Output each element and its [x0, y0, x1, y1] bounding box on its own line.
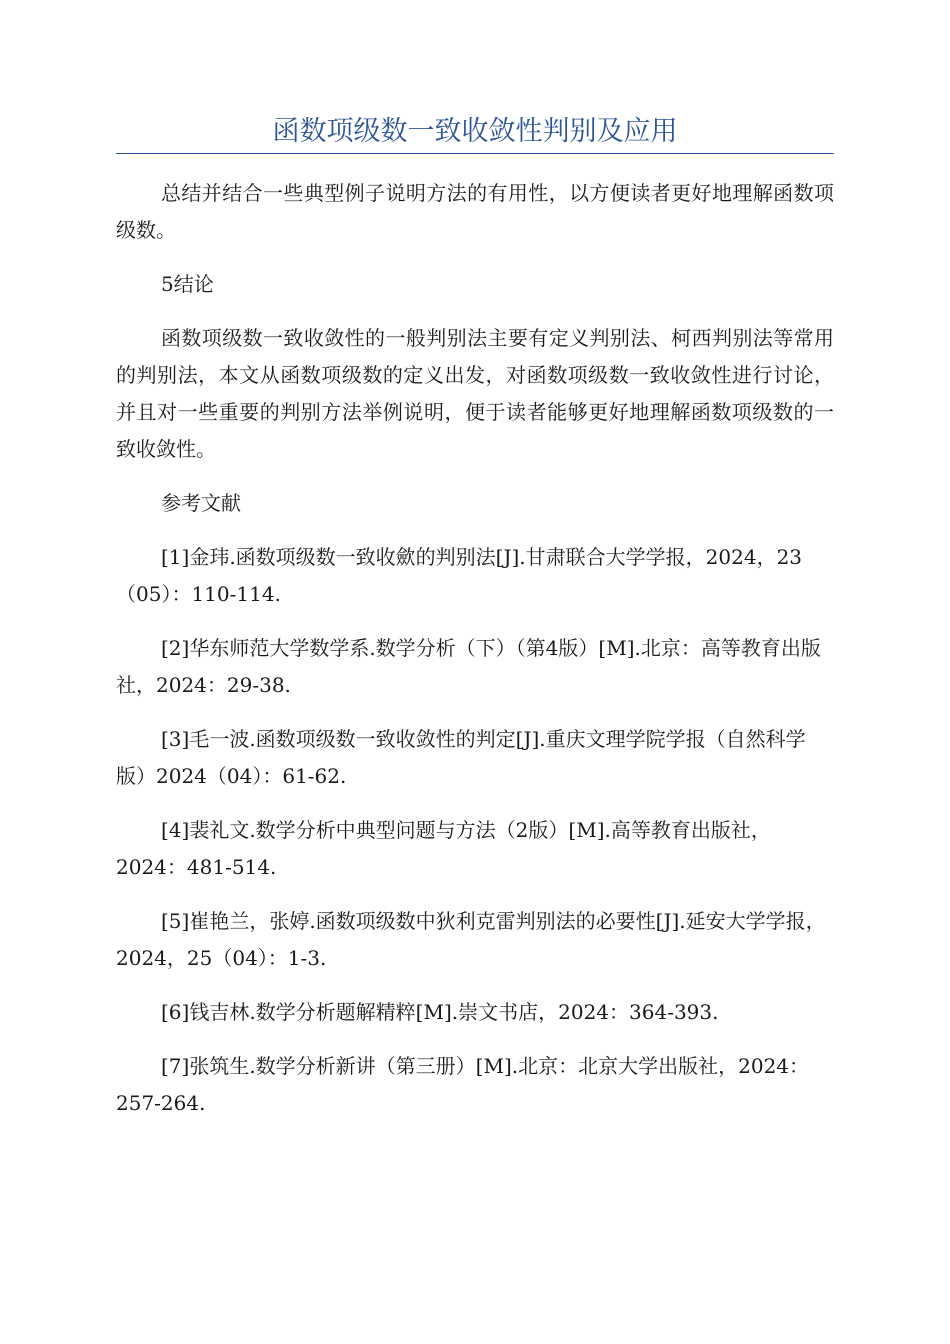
reference-item-1: [1]金玮.函数项级数一致收歛的判别法[J].甘肃联合大学学报，2024，23（05）：110-114. [116, 545, 803, 606]
reference-item-2: [2]华东师范大学数学系.数学分析（下）（第4版）[M].北京：高等教育出版社，2024：29-38. [116, 636, 821, 697]
title-underline [116, 153, 834, 154]
references-heading: 参考文献 [161, 491, 241, 515]
intro-paragraph: 总结并结合一些典型例子说明方法的有用性，以方便读者更好地理解函数项级数。 [116, 181, 834, 242]
conclusion-heading: 5结论 [161, 272, 214, 296]
reference-list [116, 539, 834, 1122]
reference-item-4: [4]裴礼文.数学分析中典型问题与方法（2版）[M].高等教育出版社，2024：481-514. [116, 818, 771, 879]
reference-item-6: [6]钱吉林.数学分析题解精粹[M].崇文书店，2024：364-393. [161, 1000, 719, 1024]
reference-item-3: [3]毛一波.函数项级数一致收敛性的判定[J].重庆文理学院学报（自然科学版）2024（04）：61-62. [116, 727, 806, 788]
reference-item-5: [5]崔艳兰，张婷.函数项级数中狄利克雷判别法的必要性[J].延安大学学报，2024，25（04）：1-3. [116, 909, 826, 970]
conclusion-paragraph: 函数项级数一致收敛性的一般判别法主要有定义判别法、柯西判别法等常用的判别法，本文从函数项级数的定义出发，对函数项级数一致收敛性进行讨论，并且对一些重要的判别方法举例说明，便于读者能够更好地理解函数项级数的一致收敛性。 [116, 326, 834, 461]
reference-item-7: [7]张筑生.数学分析新讲（第三册）[M].北京：北京大学出版社，2024：257-264. [116, 1054, 810, 1115]
document-title: 函数项级数一致收敛性判别及应用 [272, 116, 678, 147]
document-body [116, 175, 834, 1139]
